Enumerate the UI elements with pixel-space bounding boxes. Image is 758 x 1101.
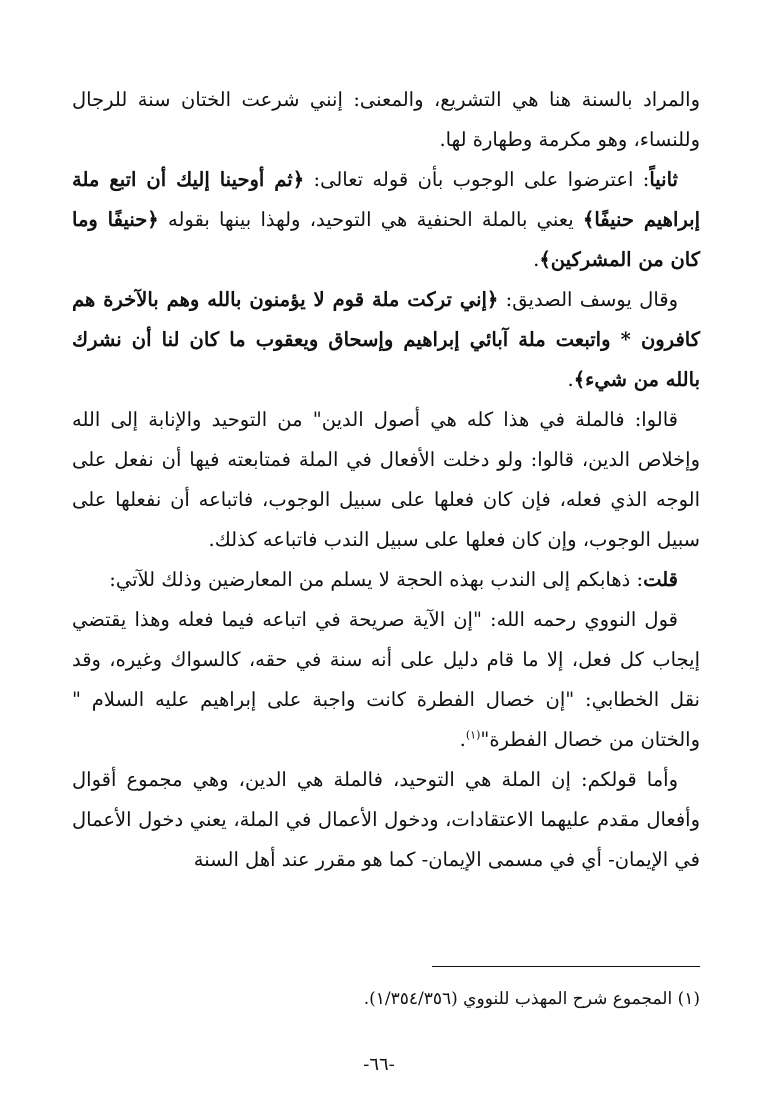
paragraph-2-middle: يعني بالملة الحنفية هي التوحيد، ولهذا بينها بقوله (158, 208, 583, 231)
paragraph-2-intro: : اعترضوا على الوجوب بأن قوله تعالى: (304, 168, 650, 191)
paragraph-6 (72, 600, 700, 760)
paragraph-2-label: ثانياً (649, 168, 678, 191)
main-text (72, 80, 700, 880)
quran-quote-3: ﴿إني تركت ملة قوم لا يؤمنون بالله وهم بالآخرة هم كافرون * واتبعت ملة آبائي إبراهيم وإسحاق ويعقوب ما كان لنا أن نشرك بالله من شيء﴾ (72, 288, 700, 391)
paragraph-2 (72, 160, 700, 280)
paragraph-4: قالوا: فالملة في هذا كله هي أصول الدين" من التوحيد والإنابة إلى الله وإخلاص الدين، قالوا: ولو دخلت الأفعال في الملة فمتابعته فيها أن نفعل على الوجه الذي فعله، فإن كان فعلها على سبيل الوجوب، فاتباعه أن نفعلها على سبيل الوجوب، وإن كان فعلها على سبيل الندب فاتباعه كذلك. (72, 408, 700, 551)
paragraph-2-end: . (533, 248, 540, 271)
paragraph-6-end: . (459, 728, 466, 751)
paragraph-3-intro: وقال يوسف الصديق: (498, 288, 678, 311)
footnote-reference[interactable]: (١) (465, 728, 481, 742)
page-number: -٦٦- (363, 1054, 395, 1075)
footnote-divider (432, 966, 700, 967)
quran-quote-1: ﴿ثم أوحينا إليك أن اتبع ملة إبراهيم حنيفًا﴾ (72, 168, 700, 231)
paragraph-5-label: قلت (643, 568, 678, 591)
paragraph-3-end: . (567, 368, 574, 391)
paragraph-3 (72, 280, 700, 400)
paragraph-1: والمراد بالسنة هنا هي التشريع، والمعنى: إنني شرعت الختان سنة للرجال وللنساء، وهو مكرمة وطهارة لها. (72, 88, 700, 151)
paragraph-5-text: : ذهابكم إلى الندب بهذه الحجة لا يسلم من المعارضين وذلك للآتي: (109, 568, 644, 591)
paragraph-5 (72, 560, 700, 600)
paragraph-7: وأما قولكم: إن الملة هي التوحيد، فالملة هي الدين، وهي مجموع أقوال وأفعال مقدم عليهما الاعتقادات، ودخول الأعمال في الملة، يعني دخول الأعمال في الإيمان- أي في مسمى الإيمان- كما هو مقرر عند أهل السنة (72, 768, 700, 871)
paragraph-6-text: قول النووي رحمه الله: "إن الآية صريحة في اتباعه فيما فعله وهذا يقتضي إيجاب كل فعل، إلا ما قام دليل على أنه سنة في حقه، كالسواك وغيره، وقد نقل الخطابي: "إن خصال الفطرة كانت واجبة على إبراهيم عليه السلام " والختان من خصال الفطرة" (72, 608, 700, 751)
footnote: (١) المجموع شرح المهذب للنووي (١/٣٥٤/٣٥٦). (363, 989, 700, 1009)
quran-quote-2: ﴿حنيفًا وما كان من المشركين﴾ (72, 208, 700, 271)
